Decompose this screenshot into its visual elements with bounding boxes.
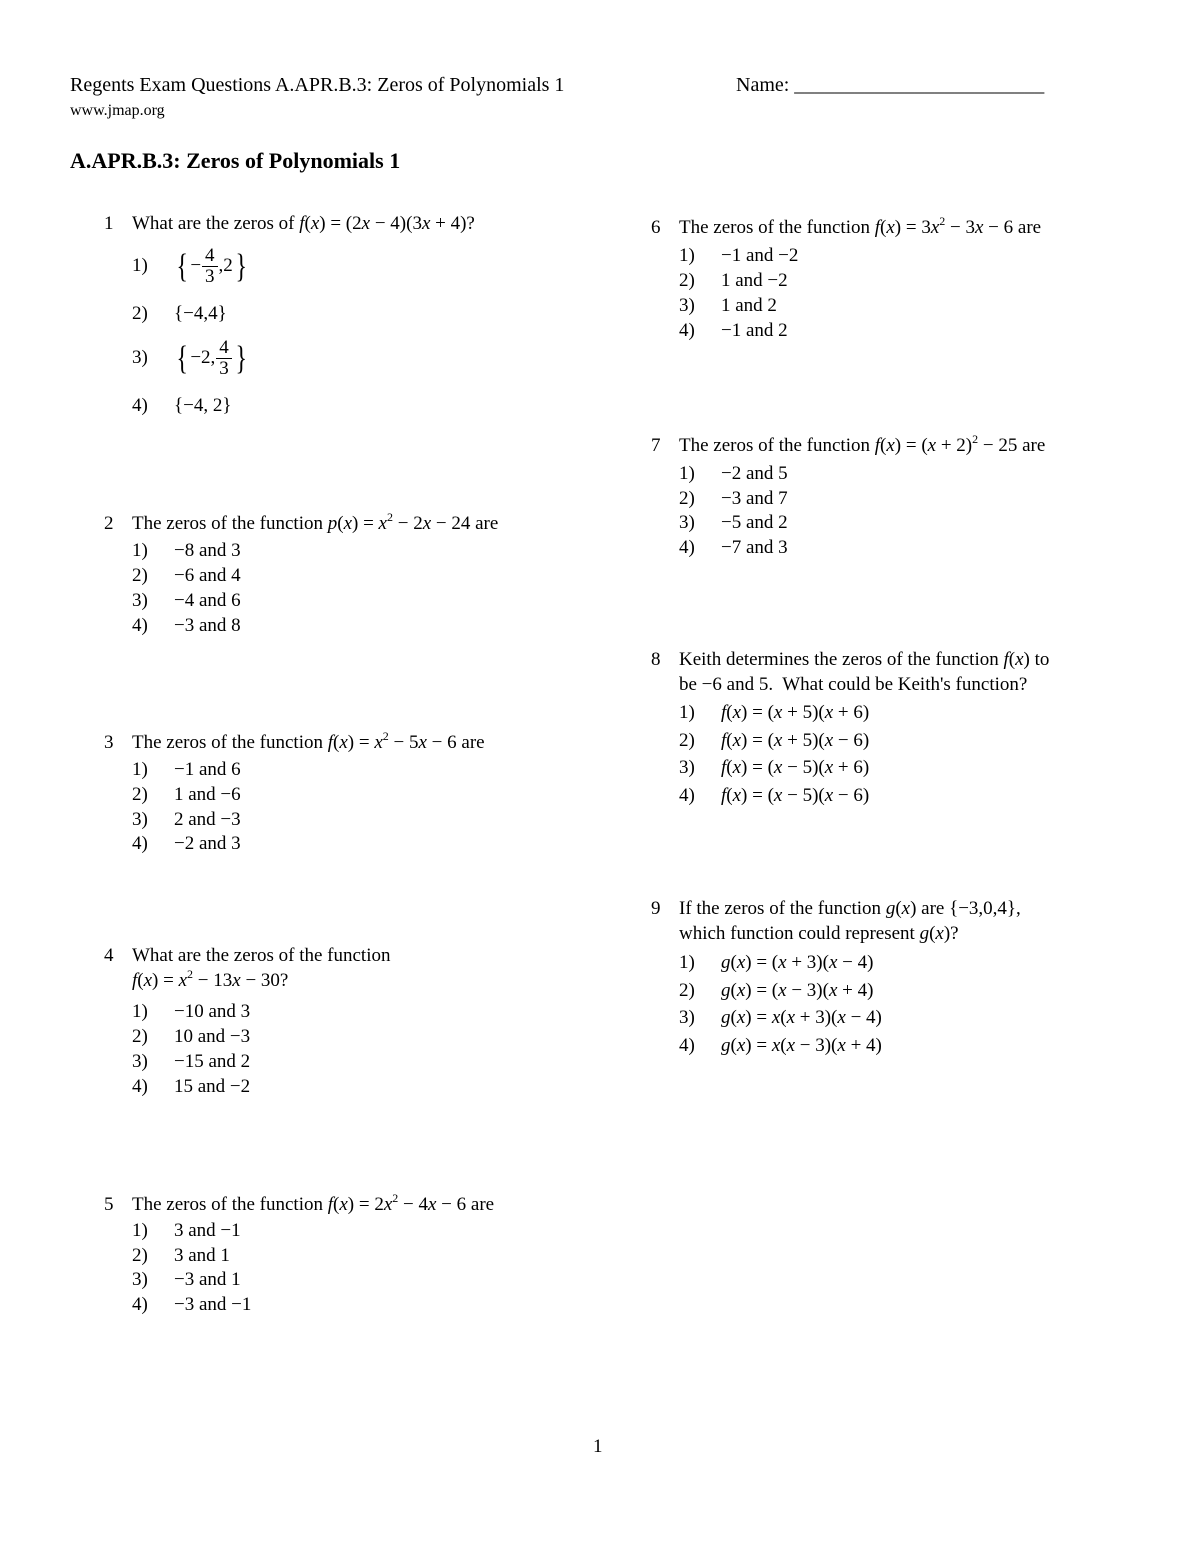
answer-option-3[interactable]: 3) −3 and 1 [132, 1269, 241, 1290]
question-stem: What are the zeros of the function $f(x) = x^2 - 13x - 30$? [132, 945, 391, 991]
answer-option-2[interactable]: 2) −6 and 4 [132, 565, 241, 586]
answer-option-1[interactable]: 1) f(x) = (x + 5)(x + 6) [679, 702, 870, 723]
answer-option-2[interactable]: 2) 10 and −3 [132, 1026, 251, 1047]
answer-option-2[interactable]: 2) 3 and 1 [132, 1245, 230, 1266]
answer-option-4[interactable]: 4) 15 and −2 [132, 1076, 251, 1097]
question-number: 3 [104, 732, 114, 753]
answer-option-4[interactable]: 4) −1 and 2 [679, 320, 788, 341]
question-number: 2 [104, 513, 114, 534]
answer-option-2[interactable]: 2) 1 and −2 [679, 270, 788, 291]
answer-option-1[interactable]: 1) { − $\frac{4}{3}$ ,2} [132, 245, 247, 288]
answer-option-3[interactable]: 3) −5 and 2 [679, 512, 788, 533]
question-2 [104, 511, 584, 641]
question-9 [651, 896, 1151, 1061]
answer-option-3[interactable]: 3) −4 and 6 [132, 590, 241, 611]
question-stem: What are the zeros of f(x) = (2x − 4)(3x + 4)? [132, 213, 475, 234]
question-5 [104, 1192, 584, 1322]
answer-option-4[interactable]: 4) −7 and 3 [679, 537, 788, 558]
answer-option-2[interactable]: 2) 1 and −6 [132, 784, 241, 805]
answer-option-4[interactable]: 4) g(x) = x(x − 3)(x + 4) [679, 1035, 882, 1056]
answer-option-3[interactable]: 3) f(x) = (x − 5)(x + 6) [679, 757, 870, 778]
question-number: 9 [651, 898, 661, 919]
answer-option-4[interactable]: 4) {−4, 2} [132, 395, 232, 416]
question-stem: The zeros of the function $f(x) = 2x^2 - 4x - 6$ are [132, 1191, 495, 1215]
answer-option-1[interactable]: 1) −1 and 6 [132, 759, 241, 780]
answer-option-1[interactable]: 1) g(x) = (x + 3)(x − 4) [679, 952, 874, 973]
answer-option-3[interactable]: 3) 1 and 2 [679, 295, 777, 316]
answer-option-2[interactable]: 2) −3 and 7 [679, 488, 788, 509]
question-stem: The zeros of the function $f(x) = x^2 - 5x - 6$ are [132, 729, 485, 753]
question-stem: If the zeros of the function g(x) are {−3,0,4}, which function could represent g(x)? [679, 898, 1021, 944]
answer-option-1[interactable]: 1) −8 and 3 [132, 540, 241, 561]
question-6 [651, 215, 1131, 345]
website-link[interactable]: www.jmap.org [70, 102, 165, 119]
answer-option-3[interactable]: 3) 2 and −3 [132, 809, 241, 830]
question-number: 7 [651, 435, 661, 456]
answer-option-2[interactable]: 2) f(x) = (x + 5)(x − 6) [679, 730, 870, 751]
question-number: 8 [651, 649, 661, 670]
page-number: 1 [593, 1436, 603, 1457]
answer-option-1[interactable]: 1) 3 and −1 [132, 1220, 241, 1241]
question-7 [651, 433, 1131, 563]
question-1 [104, 211, 584, 421]
question-number: 1 [104, 213, 114, 234]
question-number: 4 [104, 945, 114, 966]
answer-option-3[interactable]: 3) g(x) = x(x + 3)(x − 4) [679, 1007, 882, 1028]
question-4 [104, 943, 584, 1103]
answer-option-1[interactable]: 1) −10 and 3 [132, 1001, 251, 1022]
section-title: A.APR.B.3: Zeros of Polynomials 1 [70, 148, 401, 173]
answer-option-2[interactable]: 2) g(x) = (x − 3)(x + 4) [679, 980, 874, 1001]
question-stem: The zeros of the function $p(x) = x^2 - 2x - 24$ are [132, 510, 499, 534]
question-stem: Keith determines the zeros of the function f(x) to be −6 and 5. What could be Keith's function? [679, 649, 1050, 695]
question-stem: The zeros of the function $f(x) = 3x^2 - 3x - 6$ are [679, 214, 1042, 238]
answer-option-4[interactable]: 4) −3 and −1 [132, 1294, 252, 1315]
question-number: 6 [651, 217, 661, 238]
question-number: 5 [104, 1194, 114, 1215]
answer-option-1[interactable]: 1) −2 and 5 [679, 463, 788, 484]
answer-option-3[interactable]: 3) −15 and 2 [132, 1051, 251, 1072]
question-stem: The zeros of the function $f(x) = (x + 2)^2 - 25$ are [679, 432, 1046, 456]
answer-option-4[interactable]: 4) −3 and 8 [132, 615, 241, 636]
answer-option-2[interactable]: 2) {−4,4} [132, 303, 227, 324]
answer-option-4[interactable]: 4) f(x) = (x − 5)(x − 6) [679, 785, 870, 806]
answer-option-1[interactable]: 1) −1 and −2 [679, 245, 799, 266]
worksheet-header-title: Regents Exam Questions A.APR.B.3: Zeros of Polynomials 1 [70, 74, 565, 96]
question-8 [651, 647, 1151, 812]
answer-option-3[interactable]: 3) { −2, $\frac{4}{3}$ } [132, 337, 247, 380]
question-3 [104, 730, 584, 860]
name-field-label: Name: _________________________ [736, 74, 1045, 96]
answer-option-4[interactable]: 4) −2 and 3 [132, 833, 241, 854]
